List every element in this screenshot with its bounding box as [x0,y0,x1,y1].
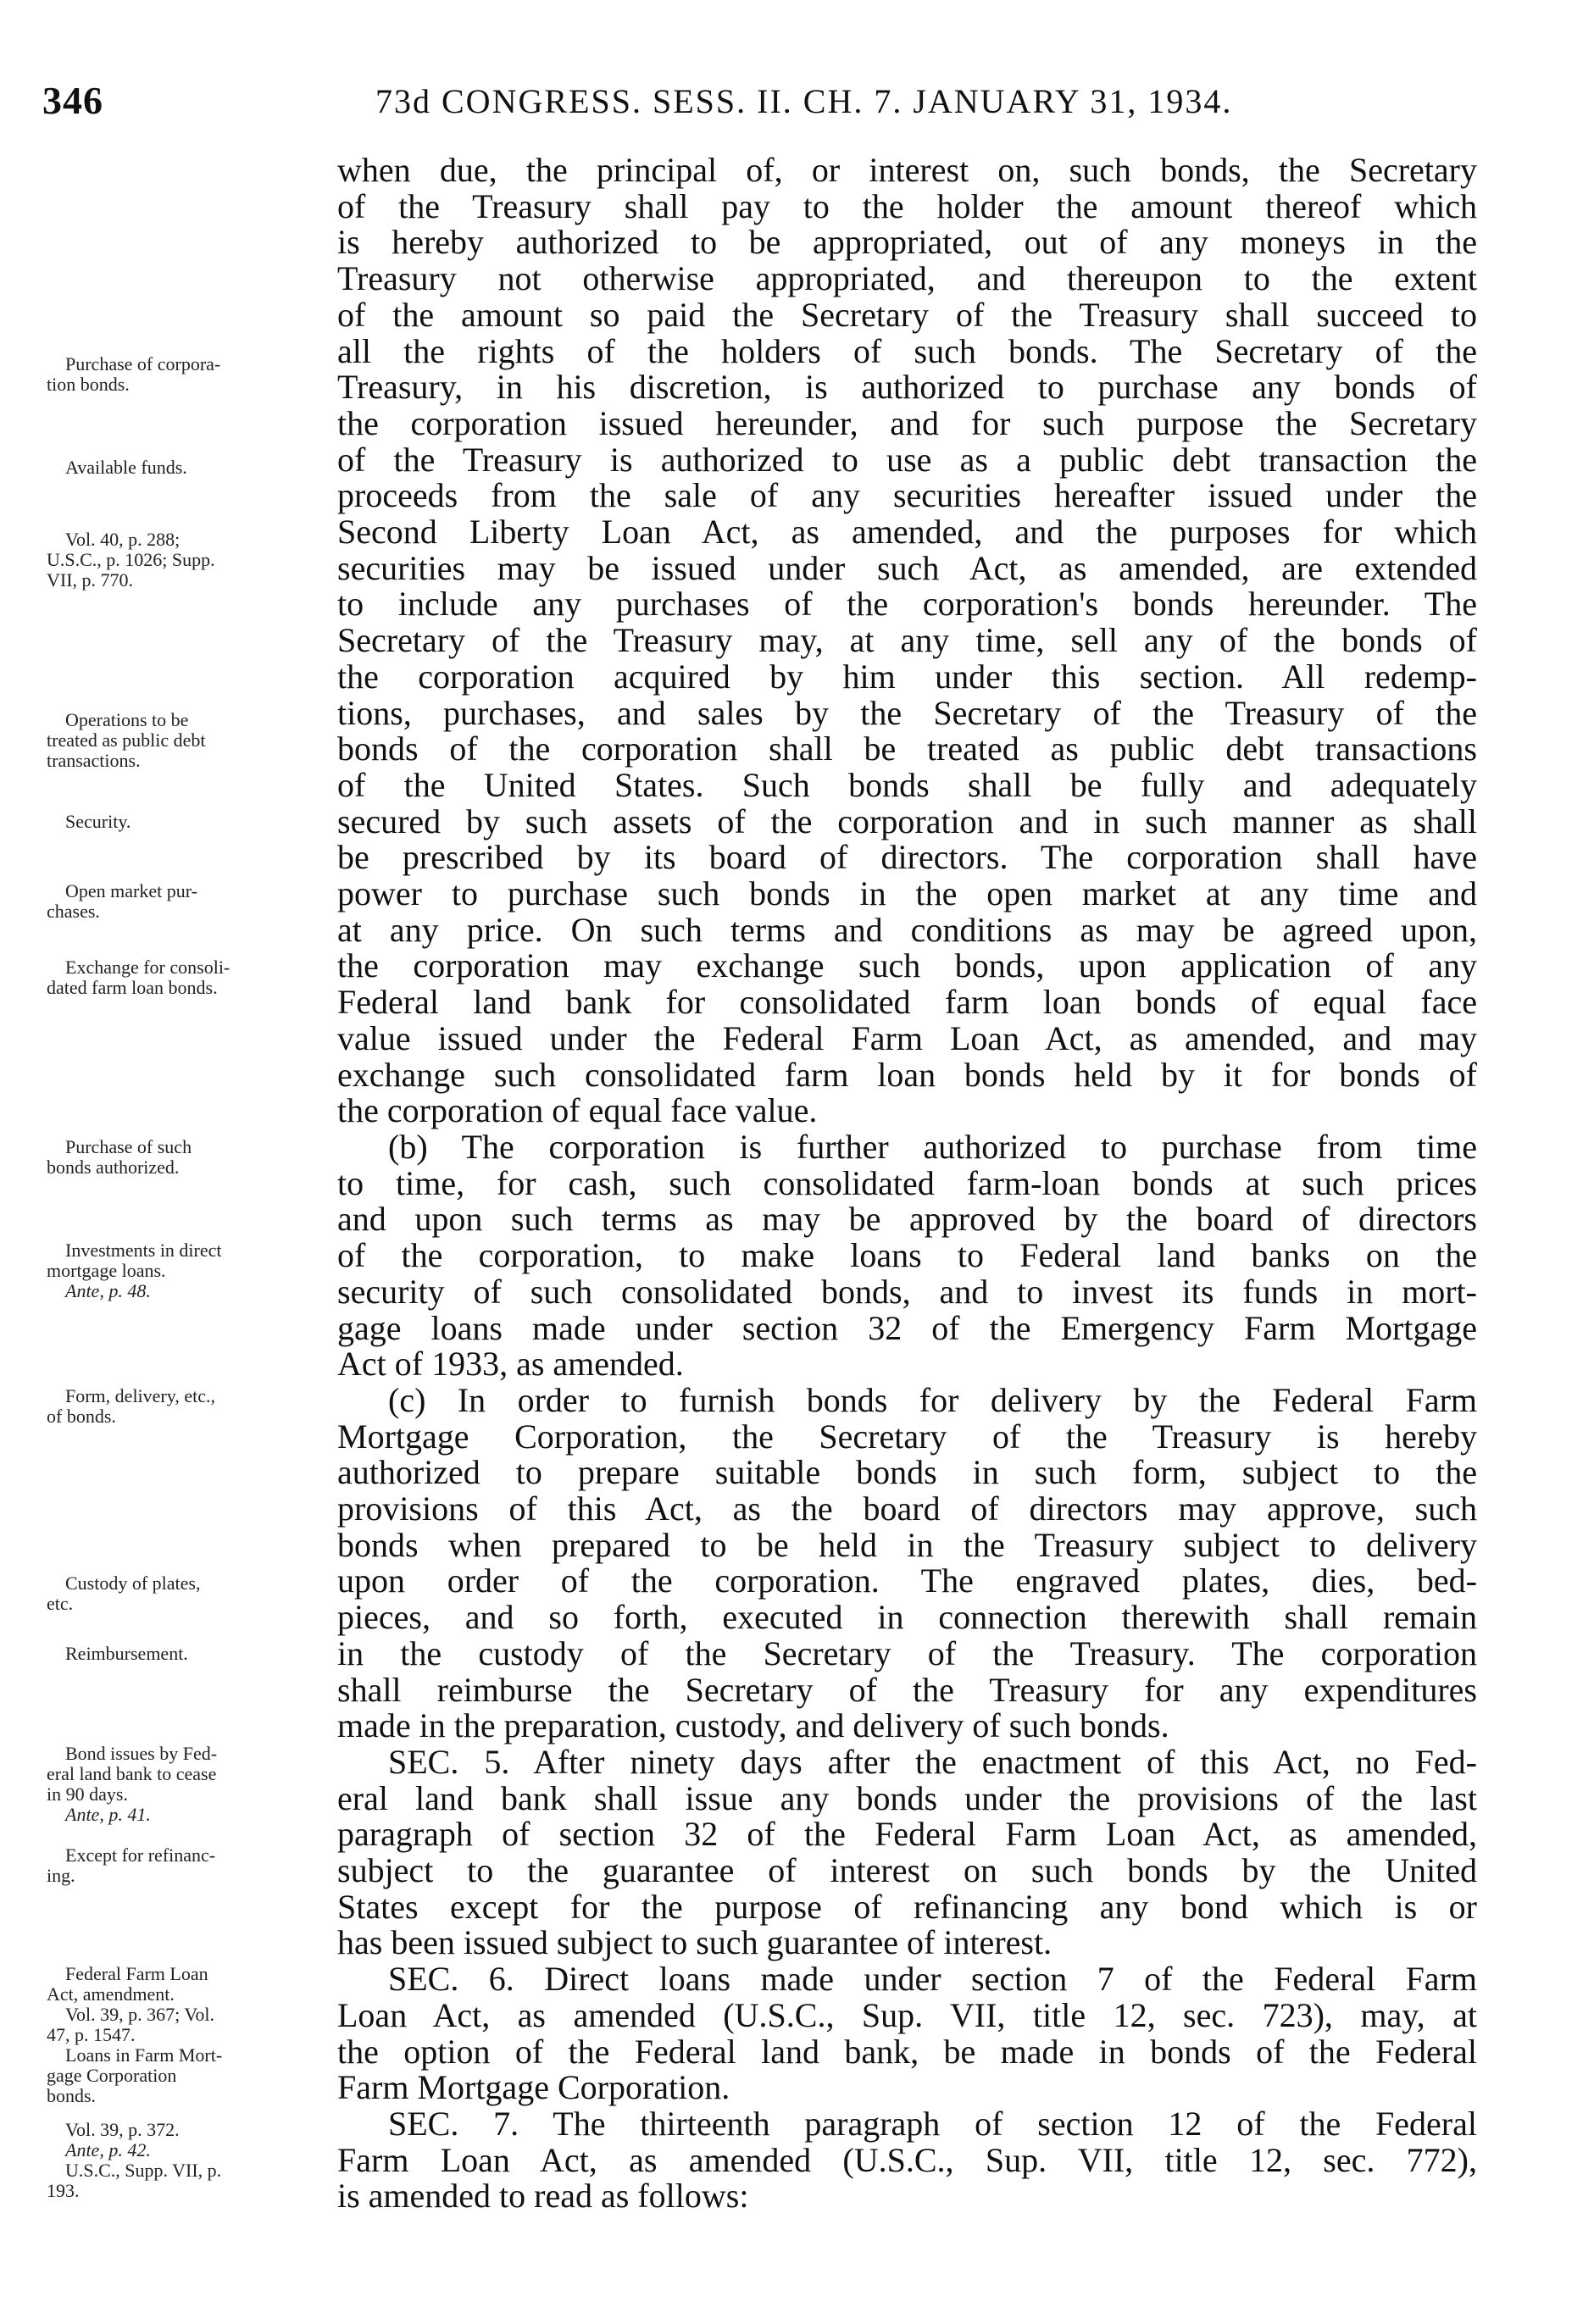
text-line: be prescribed by its board of directors. The corporation shall have [337,838,1477,877]
statute-text [337,153,1477,2215]
text-line: made in the preparation, custody, and delivery of such bonds. [337,1706,1169,1745]
margin-note-investments-direct: Investments in direct mortgage loans. Ante, p. 48. [47,1240,222,1301]
text-line: the option of the Federal land bank, be made in bonds of the Federal [337,2032,1477,2071]
text-line: Treasury not otherwise appropriated, and thereupon to the extent [337,259,1477,298]
text-line: pieces, and so forth, executed in connection therewith shall remain [337,1598,1477,1637]
text-line: the corporation acquired by him under this section. All redemp- [337,657,1477,696]
text-line: power to purchase such bonds in the open market at any time and [337,874,1477,913]
text-line: gage loans made under section 32 of the Emergency Farm Mortgage [337,1308,1477,1347]
text-line: (c) In order to furnish bonds for delivery by the Federal Farm [388,1380,1477,1419]
text-line: exchange such consolidated farm loan bonds held by it for bonds of [337,1055,1477,1094]
margin-note-exchange-consolidated: Exchange for consoli- dated farm loan bonds. [47,957,230,998]
text-line: paragraph of section 32 of the Federal Farm Loan Act, as amended, [337,1815,1477,1854]
text-line: subject to the guarantee of interest on such bonds by the United [337,1851,1477,1890]
text-line: tions, purchases, and sales by the Secretary of the Treasury of the [337,693,1477,732]
text-line: of the Treasury shall pay to the holder the amount thereof which [337,186,1477,225]
margin-note-operations-public-debt: Operations to be treated as public debt transactions. [47,709,206,771]
text-line: at any price. On such terms and conditions as may be agreed upon, [337,910,1477,949]
text-line: Second Liberty Loan Act, as amended, and the purposes for which [337,513,1477,552]
margin-note-vol-39-ref: Vol. 39, p. 372. Ante, p. 42. U.S.C., Supp. VII, p. 193. [47,2119,222,2201]
margin-note-available-funds: Available funds. [65,457,187,478]
margin-note-farm-loan-act-amendment: Federal Farm Loan Act, amendment. Vol. 39, p. 367; Vol. 47, p. 1547. Loans in Farm Mort- gage Corporation bonds. [47,1963,223,2106]
text-line: all the rights of the holders of such bonds. The Secretary of the [337,331,1477,370]
text-line: provisions of this Act, as the board of directors may approve, such [337,1489,1477,1528]
text-line: Secretary of the Treasury may, at any time, sell any of the bonds of [337,621,1477,660]
text-line: Mortgage Corporation, the Secretary of the Treasury is hereby [337,1417,1477,1456]
text-line: value issued under the Federal Farm Loan Act, as amended, and may [337,1018,1477,1057]
text-line: Loan Act, as amended (U.S.C., Sup. VII, title 12, sec. 723), may, at [337,1995,1477,2034]
text-line: the corporation issued hereunder, and for such purpose the Secretary [337,403,1477,442]
text-line: proceeds from the sale of any securities hereafter issued under the [337,476,1477,515]
text-line: upon order of the corporation. The engraved plates, dies, bed- [337,1561,1477,1600]
margin-note-form-delivery: Form, delivery, etc., of bonds. [47,1385,215,1427]
text-line: of the Treasury is authorized to use as a public debt transaction the [337,440,1477,479]
text-line: securities may be issued under such Act, as amended, are extended [337,548,1477,587]
margin-note-security: Security. [65,811,131,832]
margin-note-except-refinancing: Except for refinanc- ing. [47,1844,216,1886]
margin-note-purchase-of-corporation-bonds: Purchase of corpora- tion bonds. [47,353,221,395]
text-line: and upon such terms as may be approved by the board of directors [337,1200,1477,1239]
text-line: the corporation of equal face value. [337,1091,818,1130]
text-line: Farm Mortgage Corporation. [337,2068,730,2107]
text-line: security of such consolidated bonds, and to invest its funds in mort- [337,1272,1477,1311]
text-line: when due, the principal of, or interest on, such bonds, the Secretary [337,151,1477,189]
page-number: 346 [42,79,103,122]
text-line: (b) The corporation is further authorized to purchase from time [388,1127,1477,1166]
text-line: Act of 1933, as amended. [337,1345,684,1384]
margin-note-open-market-purchases: Open market pur- chases. [47,880,197,922]
text-line: eral land bank shall issue any bonds under the provisions of the last [337,1778,1477,1817]
text-line: has been issued subject to such guarantee of interest. [337,1923,1052,1962]
text-line: SEC. 6. Direct loans made under section 7 of the Federal Farm [388,1960,1477,1999]
text-line: secured by such assets of the corporation and in such manner as shall [337,801,1477,840]
text-line: States except for the purpose of refinancing any bond which is or [337,1887,1477,1926]
text-line: shall reimburse the Secretary of the Treasury for any expenditures [337,1670,1477,1709]
text-line: of the United States. Such bonds shall be fully and adequately [337,765,1477,804]
text-line: bonds of the corporation shall be treated as public debt transactions [337,729,1477,768]
margin-note-bond-issues-cease: Bond issues by Fed- eral land bank to cease in 90 days. Ante, p. 41. [47,1743,218,1825]
text-line: SEC. 5. After ninety days after the enactment of this Act, no Fed- [388,1742,1477,1781]
text-line: in the custody of the Secretary of the Treasury. The corporation [337,1633,1477,1672]
text-line: bonds when prepared to be held in the Treasury subject to delivery [337,1525,1477,1564]
text-line: is hereby authorized to be appropriated, out of any moneys in the [337,223,1477,262]
page-header [42,78,1500,129]
text-line: of the corporation, to make loans to Federal land banks on the [337,1236,1477,1275]
margin-note-vol-40-ref: Vol. 40, p. 288; U.S.C., p. 1026; Supp. VII, p. 770. [47,529,215,591]
text-line: Federal land bank for consolidated farm loan bonds of equal face [337,983,1477,1022]
text-line: Treasury, in his discretion, is authorized to purchase any bonds of [337,368,1477,407]
text-line: is amended to read as follows: [337,2177,749,2216]
text-line: authorized to prepare suitable bonds in such form, subject to the [337,1453,1477,1492]
text-line: of the amount so paid the Secretary of the Treasury shall succeed to [337,295,1477,334]
text-line: to time, for cash, such consolidated farm-loan bonds at such prices [337,1163,1477,1202]
text-line: Farm Loan Act, as amended (U.S.C., Sup. VII, title 12, sec. 772), [337,2140,1477,2179]
text-line: to include any purchases of the corporation's bonds hereunder. The [337,585,1477,624]
text-line: the corporation may exchange such bonds, upon application of any [337,946,1477,985]
margin-note-custody-plates: Custody of plates, etc. [47,1572,201,1614]
running-head: 73d CONGRESS. SESS. II. CH. 7. JANUARY 31, 1934. [375,82,1233,120]
margin-note-purchase-bonds-authorized: Purchase of such bonds authorized. [47,1136,192,1178]
margin-note-reimbursement: Reimbursement. [65,1643,188,1664]
text-line: SEC. 7. The thirteenth paragraph of section 12 of the Federal [388,2104,1477,2143]
